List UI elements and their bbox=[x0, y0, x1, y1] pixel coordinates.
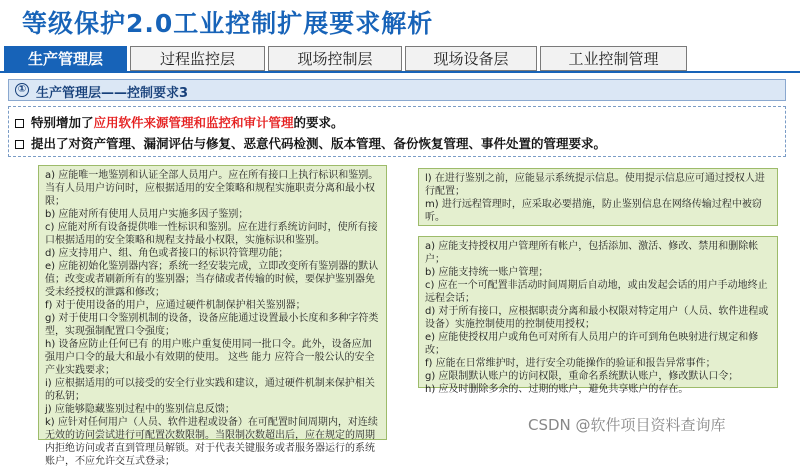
panel-item: h) 设备应防止任何已有 的用户账户重复使用同一批口令。此外，设备应加强用户口令的最大和最小有效期的使用。 这些 能力 应符合一般公认的安全产业实践要求； bbox=[45, 339, 375, 376]
tab-field-device[interactable]: 现场设备层 bbox=[405, 46, 537, 71]
panel-item: j) 应能够隐藏鉴别过程中的鉴别信息反馈； bbox=[45, 404, 235, 415]
requirement-2 bbox=[15, 134, 606, 152]
page-title: 等级保护2.0工业控制扩展要求解析 bbox=[22, 9, 434, 38]
login-prompt-panel bbox=[418, 168, 778, 226]
requirement-1-suffix: 的要求。 bbox=[293, 115, 344, 130]
panel-item: a) 应能支持授权用户管理所有帐户，包括添加、激活、修改、禁用和删除帐户； bbox=[425, 241, 759, 265]
identification-requirements-panel bbox=[38, 165, 387, 467]
panel-item: h) 应及时删除多余的、过期的账户，避免共享账户的存在。 bbox=[425, 384, 689, 395]
requirement-1 bbox=[15, 113, 344, 131]
tab-bar bbox=[0, 44, 800, 72]
panel-item: d) 应支持用户、组、角色或者接口的标识符管理功能； bbox=[45, 248, 289, 259]
requirement-2-text: 提出了对资产管理、漏洞评估与修复、恶意代码检测、版本管理、备份恢复管理、事件处置的管理要求。 bbox=[31, 136, 607, 151]
tab-production-management[interactable]: 生产管理层 bbox=[4, 46, 127, 71]
panel-item: e) 应能使授权用户或角色可对所有人员用户的许可到角色映射进行规定和修改； bbox=[425, 332, 759, 356]
tab-process-monitoring[interactable]: 过程监控层 bbox=[130, 46, 265, 71]
panel-item: m) 进行远程管理时，应采取必要措施，防止鉴别信息在网络传输过程中被窃听。 bbox=[425, 199, 762, 223]
panel-item: f) 应能在日常维护时，进行安全功能操作的验证和报告异常事件； bbox=[425, 358, 716, 369]
tab-industrial-control-management[interactable]: 工业控制管理 bbox=[540, 46, 687, 71]
panel-item: c) 应能对所有设备提供唯一性标识和鉴别。应在进行系统访问时，使所有接口根据适用的安全策略和规程支持最小权限，实施标识和鉴别。 bbox=[45, 222, 378, 246]
checkbox-square-icon bbox=[15, 119, 24, 128]
panel-item: d) 对于所有接口，应根据职责分离和最小权限对特定用户（人员、软件进程或设备）实施控制使用的控制使用授权； bbox=[425, 306, 769, 330]
panel-item: k) 应针对任何用户（人员、软件进程或设备）在可配置时间周期内，对连续无效的访问尝试进行可配置次数限制。当限制次数超出后，应在规定的周期内拒绝访问或者直到管理员解锁。对于代表关键服务或者服务器运行的系统账户，不应允许交互式登录； bbox=[45, 417, 378, 467]
requirement-1-highlight: 应用软件来源管理和监控和审计管理 bbox=[93, 115, 294, 130]
tab-underline bbox=[0, 71, 800, 73]
panel-item: c) 应在一个可配置非活动时间周期后自动地，或由发起会话的用户手动地终止远程会话； bbox=[425, 280, 768, 304]
watermark: CSDN @软件项目资料查询库 bbox=[528, 416, 726, 434]
panel-item: b) 应能支持统一账户管理； bbox=[425, 267, 549, 278]
panel-item: b) 应能对所有使用人员用户实施多因子鉴别； bbox=[45, 209, 249, 220]
panel-item: g) 对于使用口令鉴别机制的设备，设备应能通过设置最小长度和多种字符类型，实现强制配置口令强度； bbox=[45, 313, 379, 337]
panel-item: a) 应能唯一地鉴别和认证全部人员用户。应在所有接口上执行标识和鉴别。当有人员用户访问时，应根据适用的安全策略和规程实施职责分离和最小权限； bbox=[45, 170, 379, 207]
panel-item: e) 应能初始化鉴别器内容；系统一经安装完成，立即改变所有鉴别器的默认值；改变或者刷新所有的鉴别器；当存储或者传输的时候，要保护鉴别器免受未经授权的泄露和修改； bbox=[45, 261, 379, 298]
requirements-box bbox=[8, 106, 786, 157]
section-label: 生产管理层——控制要求3 bbox=[36, 86, 189, 101]
section-number: ① bbox=[15, 83, 29, 97]
panel-item: g) 应限制默认账户的访问权限，重命名系统默认账户，修改默认口令； bbox=[425, 371, 739, 382]
tab-field-control[interactable]: 现场控制层 bbox=[268, 46, 402, 71]
requirement-1-prefix: 特别增加了 bbox=[31, 115, 94, 130]
section-header bbox=[8, 79, 786, 101]
panel-item: i) 应根据适用的可以接受的安全行业实践和建议，通过硬件机制来保护相关的私钥； bbox=[45, 378, 375, 402]
panel-item: l) 在进行鉴别之前，应能显示系统提示信息。使用提示信息应可通过授权人进行配置； bbox=[425, 173, 765, 197]
account-management-panel bbox=[418, 236, 778, 395]
panel-item: f) 对于使用设备的用户，应通过硬件机制保护相关鉴别器； bbox=[45, 300, 306, 311]
checkbox-square-icon bbox=[15, 140, 24, 149]
